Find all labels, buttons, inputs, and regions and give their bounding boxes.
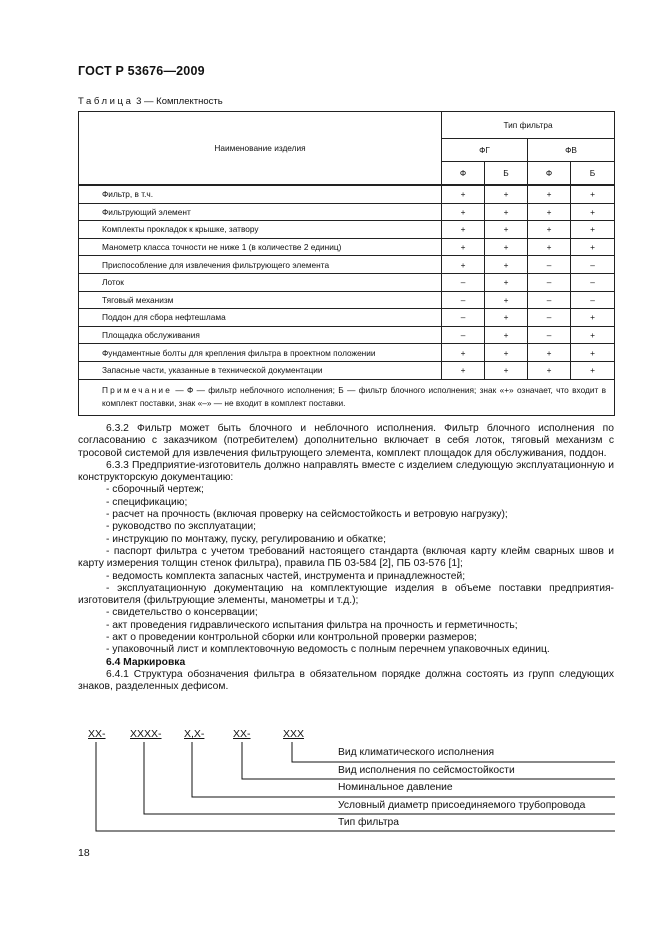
row-mark: +	[485, 185, 528, 203]
row-mark: –	[571, 256, 615, 274]
col-group-fv: ФВ	[528, 139, 615, 162]
table-row	[79, 361, 615, 379]
table-row	[79, 256, 615, 274]
row-mark: –	[528, 326, 571, 344]
list-item: - эксплуатационную документацию на комплектующие изделия в объеме поставки предприятия-изготовителя (фильтрующие элементы, манометры и т.д.);	[78, 582, 614, 607]
row-mark: –	[528, 309, 571, 327]
row-item-name: Поддон для сбора нефтешлама	[79, 309, 442, 327]
col-header-name: Наименование изделия	[79, 112, 442, 186]
note-label: Примечание	[102, 384, 173, 395]
subcol-fv-f: Ф	[528, 162, 571, 186]
table-row	[79, 309, 615, 327]
row-mark: –	[528, 291, 571, 309]
row-item-name: Площадка обслуживания	[79, 326, 442, 344]
row-mark: +	[571, 238, 615, 256]
row-mark: +	[442, 256, 485, 274]
row-mark: +	[571, 344, 615, 362]
code-diameter: ХХХХ-	[130, 728, 162, 740]
col-header-filter-type: Тип фильтра	[442, 112, 615, 139]
table-row	[79, 273, 615, 291]
table-row	[79, 238, 615, 256]
table-row	[79, 221, 615, 239]
table-note	[79, 379, 615, 415]
row-mark: –	[528, 273, 571, 291]
table-row	[79, 185, 615, 203]
table-row	[79, 326, 615, 344]
row-mark: +	[485, 203, 528, 221]
row-mark: +	[528, 185, 571, 203]
row-item-name: Запасные части, указанные в технической документации	[79, 361, 442, 379]
row-mark: +	[571, 309, 615, 327]
table-row	[79, 291, 615, 309]
row-mark: –	[442, 309, 485, 327]
table-caption	[78, 96, 223, 107]
list-item: - расчет на прочность (включая проверку на сейсмостойкость и ветровую нагрузку);	[106, 509, 508, 521]
row-mark: +	[442, 344, 485, 362]
paragraph-6-3-3: 6.3.3 Предприятие-изготовитель должно направлять вместе с изделием следующую эксплуатационную и конструкторскую документацию:	[78, 459, 614, 484]
paragraph-6-3-2: 6.3.2 Фильтр может быть блочного и неблочного исполнения. Фильтр блочного исполнения по согласованию с заказчиком (потребителем) дополнительно включает в себя лоток, тяговый механизм с тросовой системой для извлечения фильтрующего элемента, комплект площадок для обслуживания, поддон.	[78, 423, 614, 459]
label-filter-type: Тип фильтра	[338, 817, 399, 828]
row-mark: +	[485, 309, 528, 327]
row-mark: +	[485, 344, 528, 362]
body-text	[78, 423, 614, 694]
row-item-name: Манометр класса точности не ниже 1 (в количестве 2 единиц)	[79, 238, 442, 256]
col-group-fg: ФГ	[442, 139, 528, 162]
list-item: - спецификацию;	[106, 496, 188, 508]
row-item-name: Фундаментные болты для крепления фильтра в проектном положении	[79, 344, 442, 362]
code-seismic: ХХ-	[233, 728, 251, 740]
row-mark: –	[571, 273, 615, 291]
table-caption-label: Таблица	[78, 96, 134, 107]
code-climatic: ХХХ	[283, 728, 305, 740]
note-text: — Ф — фильтр неблочного исполнения; Б — фильтр блочного исполнения; знак «+» означает, что входит в комплект поставки, знак «–» — не входит в комплект поставки.	[102, 384, 607, 409]
code-pressure: Х,Х-	[184, 728, 205, 740]
row-mark: +	[571, 185, 615, 203]
row-mark: –	[442, 273, 485, 291]
row-mark: +	[571, 203, 615, 221]
row-mark: –	[442, 326, 485, 344]
table-body	[79, 185, 615, 379]
row-mark: +	[485, 256, 528, 274]
row-mark: +	[571, 361, 615, 379]
page-number: 18	[78, 847, 90, 859]
row-item-name: Приспособление для извлечения фильтрующего элемента	[79, 256, 442, 274]
table-row	[79, 203, 615, 221]
row-mark: +	[485, 273, 528, 291]
row-item-name: Лоток	[79, 273, 442, 291]
row-mark: +	[528, 203, 571, 221]
row-item-name: Тяговый механизм	[79, 291, 442, 309]
row-mark: +	[442, 361, 485, 379]
list-item: - акт о проведении контрольной сборки или контрольной проверки размеров;	[106, 632, 477, 644]
list-item: - инструкцию по монтажу, пуску, регулированию и обкатке;	[106, 533, 386, 545]
row-mark: +	[485, 238, 528, 256]
row-mark: +	[528, 344, 571, 362]
row-mark: +	[442, 238, 485, 256]
label-seismic: Вид исполнения по сейсмостойкости	[338, 765, 515, 776]
row-mark: +	[485, 291, 528, 309]
list-item: - упаковочный лист и комплектовочную ведомость с полным перечнем упаковочных единиц.	[106, 644, 550, 656]
list-item: - акт проведения гидравлического испытания фильтра на прочность и герметичность;	[106, 619, 518, 631]
row-mark: +	[485, 221, 528, 239]
document-header: ГОСТ Р 53676—2009	[78, 64, 205, 78]
label-diameter: Условный диаметр присоединяемого трубопровода	[338, 800, 586, 811]
list-item: - свидетельство о консервации;	[106, 607, 258, 619]
row-mark: +	[485, 361, 528, 379]
label-climatic: Вид климатического исполнения	[338, 747, 495, 758]
completeness-table	[78, 111, 615, 416]
subcol-fg-b: Б	[485, 162, 528, 186]
designation-diagram	[78, 728, 618, 838]
list-item: - руководство по эксплуатации;	[106, 521, 256, 533]
row-mark: +	[442, 221, 485, 239]
table-row	[79, 344, 615, 362]
list-item: - ведомость комплекта запасных частей, инструмента и принадлежностей;	[106, 570, 466, 582]
section-title-marking: 6.4 Маркировка	[106, 656, 186, 668]
documentation-list	[78, 484, 614, 656]
list-item: - паспорт фильтра с учетом требований настоящего стандарта (включая карту клейм сварных швов и карту измерения толщин стенок фильтра), правила ПБ 03-584 [2], ПБ 03-576 [1];	[78, 545, 614, 570]
table-caption-title: 3 — Комплектность	[133, 96, 223, 107]
subcol-fv-b: Б	[571, 162, 615, 186]
row-mark: +	[442, 185, 485, 203]
row-mark: +	[485, 326, 528, 344]
list-item: - сборочный чертеж;	[106, 484, 204, 496]
subcol-fg-f: Ф	[442, 162, 485, 186]
row-mark: +	[528, 361, 571, 379]
row-mark: +	[528, 221, 571, 239]
paragraph-6-4-1: 6.4.1 Структура обозначения фильтра в обязательном порядке должна состоять из групп следующих знаков, разделенных дефисом.	[78, 668, 614, 693]
row-mark: +	[528, 238, 571, 256]
row-mark: +	[571, 221, 615, 239]
row-mark: +	[442, 203, 485, 221]
label-pressure: Номинальное давление	[338, 782, 453, 793]
row-mark: –	[528, 256, 571, 274]
row-item-name: Фильтр, в т.ч.	[79, 185, 442, 203]
row-mark: +	[571, 326, 615, 344]
code-filter-type: ХХ-	[88, 728, 106, 740]
row-item-name: Фильтрующий элемент	[79, 203, 442, 221]
row-mark: –	[571, 291, 615, 309]
row-mark: –	[442, 291, 485, 309]
row-item-name: Комплекты прокладок к крышке, затвору	[79, 221, 442, 239]
